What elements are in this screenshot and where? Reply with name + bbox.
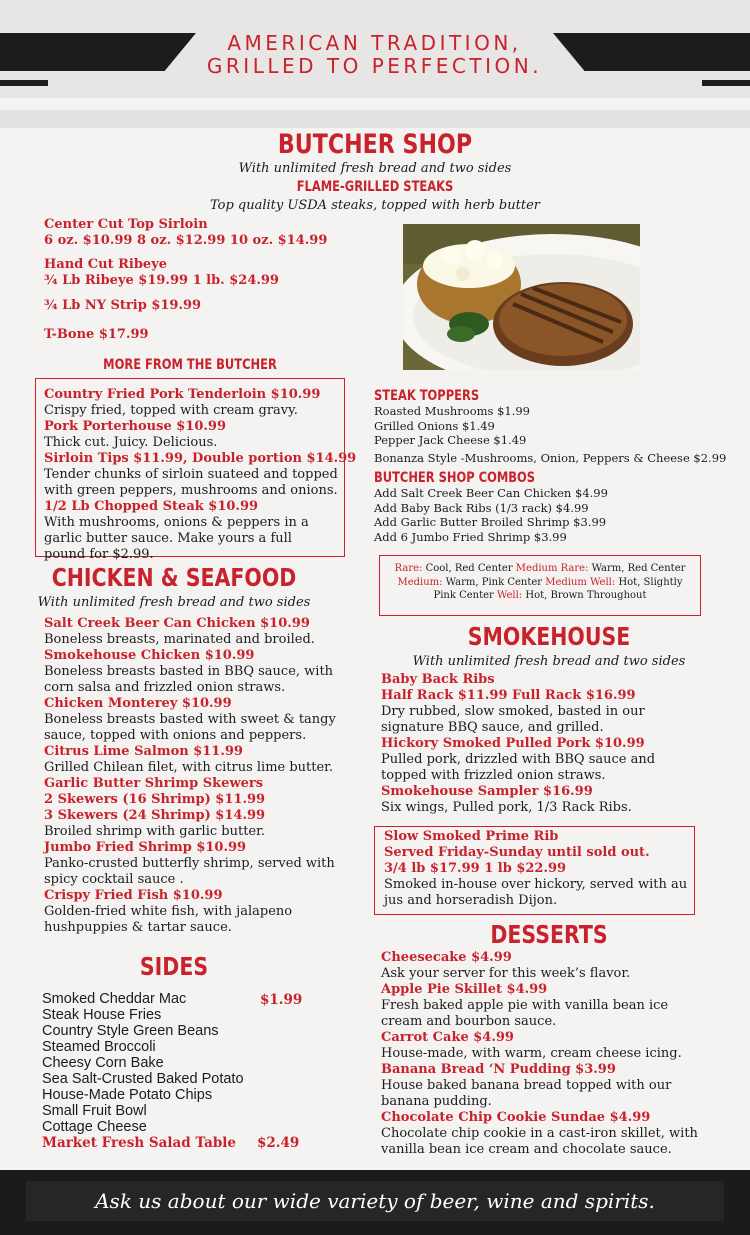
more-item-name: Sirloin Tips $11.99, Double portion $14.99 (44, 451, 357, 466)
dessert-item-name: Apple Pie Skillet $4.99 (381, 982, 548, 997)
chicken-item-desc: Boneless breasts basted with sweet & tangy sauce, topped with onions and peppers. (44, 712, 336, 743)
topper-item: Bonanza Style -Mushrooms, Onion, Peppers & Cheese $2.99 (374, 450, 727, 465)
tagline-line-2: GRILLED TO PERFECTION. (206, 54, 543, 78)
chicken-item-desc: Golden-fried white fish, with jalapeno hushpuppies & tartar sauce. (44, 904, 293, 935)
side-item: Sea Salt-Crusted Baked Potato (42, 1071, 244, 1087)
dessert-item-name: Chocolate Chip Cookie Sundae $4.99 (381, 1110, 651, 1125)
chicken-item-desc: Grilled Chilean filet, with citrus lime butter. (44, 760, 334, 775)
sides-title: SIDES (139, 952, 209, 981)
medium-rare-label: Medium Rare: (515, 563, 589, 574)
header-stripe-right (702, 80, 750, 86)
chicken-item-name: Crispy Fried Fish $10.99 (44, 888, 223, 903)
more-item-name: Pork Porterhouse $10.99 (44, 419, 226, 434)
chicken-header (0, 563, 348, 611)
side-item: House-Made Potato Chips (42, 1087, 213, 1103)
prime-rib-desc: Smoked in-house over hickory, served with au jus and horseradish Dijon. (384, 877, 688, 908)
more-item-desc: Tender chunks of sirloin suateed and topped with green peppers, mushrooms and onions. (44, 467, 338, 498)
medium-label: Medium: (397, 576, 443, 588)
sides-list (42, 991, 244, 1135)
well-desc: Hot, Brown Throughout (525, 590, 647, 601)
header-bar-right (553, 33, 750, 71)
medium-rare-desc: Warm, Red Center (591, 563, 686, 574)
desserts-header (378, 920, 720, 950)
doneness-line-2 (380, 576, 700, 590)
smokehouse-list (381, 672, 701, 816)
item-name: Center Cut Top Sirloin (44, 217, 208, 232)
chicken-item-name: Jumbo Fried Shrimp $10.99 (44, 840, 247, 855)
toppers-heading: STEAK TOPPERS (374, 388, 480, 404)
chicken-item-name: Chicken Monterey $10.99 (44, 696, 232, 711)
chicken-item-desc: Broiled shrimp with garlic butter. (44, 824, 266, 839)
header-bar-left (0, 33, 196, 71)
medium-well-desc-cont: Pink Center (433, 590, 494, 601)
combos-heading: BUTCHER SHOP COMBOS (374, 470, 536, 486)
chicken-item-desc: Panko-crusted butterfly shrimp, served with spicy cocktail sauce . (44, 856, 335, 887)
steaks-heading: FLAME-GRILLED STEAKS (296, 179, 454, 195)
smokehouse-item-desc: Pulled pork, drizzled with BBQ sauce and topped with frizzled onion straws. (381, 752, 656, 783)
chicken-item-name: Salt Creek Beer Can Chicken $10.99 (44, 616, 310, 631)
chicken-item-desc: Boneless breasts basted in BBQ sauce, with corn salsa and frizzled onion straws. (44, 664, 334, 695)
dessert-item-desc: Chocolate chip cookie in a cast-iron skillet, with vanilla bean ice cream and chocolate sauce. (381, 1126, 698, 1157)
doneness-box (379, 555, 701, 616)
sides-price: $1.99 (260, 992, 303, 1008)
more-item-desc: Crispy fried, topped with cream gravy. (44, 403, 298, 418)
header-tagline (196, 32, 553, 78)
prime-rib-title: Slow Smoked Prime Rib (384, 829, 559, 844)
side-item: Cheesy Corn Bake (42, 1055, 164, 1071)
dessert-item-name: Banana Bread ‘N Pudding $3.99 (381, 1062, 616, 1077)
tagline-line-1: AMERICAN TRADITION, (227, 31, 522, 55)
chicken-item-name: Citrus Lime Salmon $11.99 (44, 744, 243, 759)
smokehouse-title: SMOKEHOUSE (467, 622, 631, 651)
more-heading: MORE FROM THE BUTCHER (103, 357, 277, 373)
side-item: Cottage Cheese (42, 1119, 147, 1135)
prime-rib-prices: 3/4 lb $17.99 1 lb $22.99 (384, 861, 567, 876)
dessert-item-name: Carrot Cake $4.99 (381, 1030, 514, 1045)
more-item-desc: With mushrooms, onions & peppers in a garlic butter sauce. Make yours a full pound for $2.99. (44, 515, 309, 562)
smokehouse-item-desc: Dry rubbed, slow smoked, basted in our signature BBQ sauce, and grilled. (381, 704, 645, 735)
item-price: 6 oz. $10.99 8 oz. $12.99 10 oz. $14.99 (44, 233, 328, 248)
steak-photo (403, 224, 640, 370)
more-butcher-box (35, 378, 357, 562)
butcher-subtitle: With unlimited fresh bread and two sides (238, 161, 512, 176)
chicken-item-desc: Boneless breasts, marinated and broiled. (44, 632, 315, 647)
doneness-line-1 (380, 562, 700, 576)
sides-header (0, 953, 348, 981)
dessert-item-desc: Fresh baked apple pie with vanilla bean ice cream and bourbon sauce. (381, 998, 669, 1029)
header-sub-band (0, 110, 750, 128)
more-heading-wrap (35, 357, 345, 373)
doneness-line-3 (380, 589, 700, 603)
toppers-section (374, 388, 727, 544)
medium-desc: Warm, Pink Center (445, 576, 543, 588)
dessert-item-desc: House-made, with warm, cream cheese icing. (381, 1046, 682, 1061)
medium-well-desc: Hot, Slightly (618, 576, 683, 588)
well-label: Well: (497, 590, 523, 601)
steak-item: T-Bone $17.99 (44, 327, 149, 342)
dessert-item-desc: House baked banana bread topped with our banana pudding. (381, 1078, 672, 1109)
smokehouse-header (378, 622, 720, 670)
chicken-title: CHICKEN & SEAFOOD (51, 563, 297, 592)
side-item: Steak House Fries (42, 1007, 162, 1023)
more-item-name: 1/2 Lb Chopped Steak $10.99 (44, 499, 259, 514)
side-item: Small Fruit Bowl (42, 1103, 147, 1119)
item-name: Hand Cut Ribeye (44, 257, 168, 272)
smokehouse-item-name: Hickory Smoked Pulled Pork $10.99 (381, 736, 645, 751)
combo-item: Add Baby Back Ribs (1/3 rack) $4.99 (374, 500, 589, 515)
side-item: Country Style Green Beans (42, 1023, 219, 1039)
desserts-title: DESSERTS (490, 920, 608, 949)
side-item: Smoked Cheddar Mac (42, 991, 187, 1007)
smokehouse-subtitle: With unlimited fresh bread and two sides (412, 654, 686, 669)
butcher-header (0, 130, 750, 214)
rare-label: Rare: (394, 563, 423, 574)
more-item-name: Country Fried Pork Tenderloin $10.99 (44, 387, 321, 402)
combo-item: Add 6 Jumbo Fried Shrimp $3.99 (374, 529, 567, 544)
combo-item: Add Garlic Butter Broiled Shrimp $3.99 (374, 515, 607, 529)
smokehouse-item-option: Half Rack $11.99 Full Rack $16.99 (381, 688, 636, 703)
smokehouse-item-desc: Six wings, Pulled pork, 1/3 Rack Ribs. (381, 800, 632, 815)
chicken-item-option: 2 Skewers (16 Shrimp) $11.99 (44, 792, 266, 807)
topper-item: Roasted Mushrooms $1.99 (374, 404, 531, 418)
dessert-item-name: Cheesecake $4.99 (381, 950, 512, 965)
item-price: ¾ Lb Ribeye $19.99 1 lb. $24.99 (44, 273, 279, 288)
topper-item: Pepper Jack Cheese $1.49 (374, 433, 527, 447)
side-item: Steamed Broccoli (42, 1039, 156, 1055)
dessert-item-desc: Ask your server for this week’s flavor. (381, 966, 631, 981)
chicken-subtitle: With unlimited fresh bread and two sides (37, 595, 311, 610)
prime-rib-box (374, 826, 695, 915)
medium-well-label: Medium Well: (545, 576, 616, 588)
smokehouse-item-name: Baby Back Ribs (381, 672, 495, 687)
desserts-list (381, 950, 706, 1158)
chicken-item-option: 3 Skewers (24 Shrimp) $14.99 (44, 808, 266, 823)
steak-item (44, 257, 279, 289)
topper-item: Grilled Onions $1.49 (374, 418, 495, 433)
rare-desc: Cool, Red Center (425, 563, 513, 574)
more-item-desc: Thick cut. Juicy. Delicious. (44, 435, 218, 450)
steak-item (44, 217, 327, 249)
steak-item: ¾ Lb NY Strip $19.99 (44, 298, 202, 313)
salad-table-price: $2.49 (257, 1135, 300, 1151)
smokehouse-item-name: Smokehouse Sampler $16.99 (381, 784, 593, 799)
footer-banner: Ask us about our wide variety of beer, wine and spirits. (26, 1181, 724, 1221)
prime-rib-availability: Served Friday-Sunday until sold out. (384, 845, 650, 860)
chicken-list (44, 616, 344, 936)
steaks-subtitle: Top quality USDA steaks, topped with herb butter (209, 198, 540, 213)
header-stripe-left (0, 80, 48, 86)
salad-table-name: Market Fresh Salad Table (42, 1135, 237, 1151)
combo-item: Add Salt Creek Beer Can Chicken $4.99 (374, 486, 608, 500)
chicken-item-name: Smokehouse Chicken $10.99 (44, 648, 255, 663)
butcher-title: BUTCHER SHOP (277, 129, 473, 160)
chicken-item-name: Garlic Butter Shrimp Skewers (44, 776, 264, 791)
steak-photo-graphic (403, 224, 640, 370)
